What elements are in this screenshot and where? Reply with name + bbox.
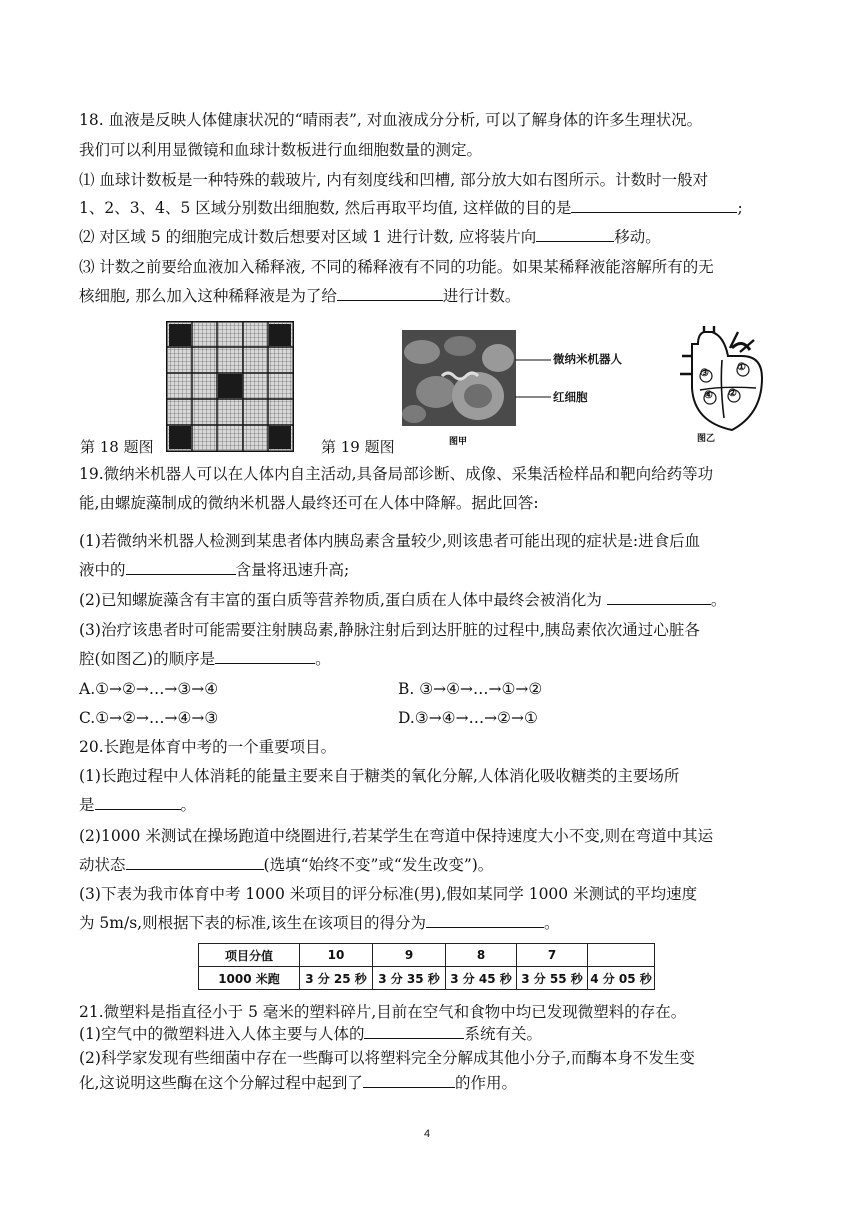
heart-mark-4: ④ — [704, 390, 713, 401]
answer-blank-20-3[interactable] — [426, 913, 544, 928]
q19-line-4-text: 液中的 — [79, 561, 126, 579]
q18-line-3: ⑴ 血球计数板是一种特殊的载玻片, 内有刻度线和凹槽, 部分放大如右图所示。计数时一般对 — [79, 171, 709, 189]
option-a[interactable]: A.①→②→…→③→④ — [79, 680, 219, 698]
table-cell: 4 分 05 秒 — [588, 967, 655, 990]
label-red-blood-cell: 红细胞 — [553, 390, 588, 404]
answer-blank-18-2[interactable] — [536, 227, 614, 242]
heart-diagram — [670, 326, 770, 436]
q18-line-5-end: 移动。 — [614, 228, 661, 246]
heart-mark-3: ③ — [700, 368, 709, 379]
q18-line-1: 18. 血液是反映人体健康状况的“晴雨表”, 对血液成分分析, 可以了解身体的许多生理状况。 — [79, 111, 703, 129]
q18-line-4-end: ; — [737, 199, 743, 217]
table-cell: 3 分 25 秒 — [300, 967, 373, 990]
label-figure-yi: 图乙 — [697, 434, 716, 444]
heart-mark-2: ② — [728, 388, 737, 399]
q19-line-3: (1)若微纳米机器人检测到某患者体内胰岛素含量较少,则该患者可能出现的症状是:进食后血 — [79, 532, 701, 550]
option-d[interactable]: D.③→④→…→②→① — [398, 709, 538, 727]
table-row — [199, 967, 655, 990]
q18-line-7 — [79, 286, 520, 306]
q19-line-5-text: (2)已知螺旋藻含有丰富的蛋白质等营养物质,蛋白质在人体中最终会被消化为 — [79, 591, 602, 609]
q20-line-3-text: 是 — [79, 796, 95, 814]
q20-line-5-text: 动状态 — [79, 856, 126, 874]
q21-line-2-text: (1)空气中的微塑料进入人体主要与人体的 — [79, 1025, 365, 1043]
q21-line-2 — [79, 1024, 542, 1044]
table-cell — [588, 944, 655, 967]
q20-line-7-text: 为 5m/s,则根据下表的标准,该生在该项目的得分为 — [79, 914, 427, 932]
q18-line-4-text: 1、2、3、4、5 区域分别数出细胞数, 然后再取平均值, 这样做的目的是 — [79, 199, 572, 217]
table-cell: 10 — [300, 944, 373, 967]
heart-mark-1: ① — [737, 362, 746, 373]
counting-chamber-figure — [166, 321, 294, 452]
answer-blank-21-2[interactable] — [363, 1073, 455, 1088]
scoring-table — [198, 943, 655, 990]
q21-line-4-end: 的作用。 — [454, 1074, 517, 1092]
q18-line-5 — [79, 227, 661, 247]
table-cell: 3 分 55 秒 — [517, 967, 588, 990]
fig19-caption: 第 19 题图 — [321, 438, 395, 456]
table-header-row — [199, 944, 655, 967]
option-b[interactable]: B. ③→④→…→①→② — [398, 680, 543, 698]
q21-line-4 — [79, 1073, 517, 1093]
q19-line-7-text: 腔(如图乙)的顺序是 — [79, 650, 216, 668]
answer-blank-20-1[interactable] — [95, 795, 181, 810]
table-cell: 3 分 45 秒 — [446, 967, 517, 990]
q20-line-5-end: (选填“始终不变”或“发生改变”)。 — [263, 856, 494, 874]
fig18-caption: 第 18 题图 — [80, 438, 154, 456]
q20-line-5 — [79, 855, 493, 875]
micro-robot-photo — [402, 330, 516, 426]
q18-line-7-end: 进行计数。 — [442, 287, 521, 305]
q19-line-1: 19.微纳米机器人可以在人体内自主活动,具备局部诊断、成像、采集活检样品和靶向给药等功 — [79, 465, 714, 483]
table-cell: 项目分值 — [199, 944, 300, 967]
q19-line-7 — [79, 649, 331, 669]
table-cell: 3 分 35 秒 — [373, 967, 446, 990]
option-c[interactable]: C.①→②→…→④→③ — [79, 709, 219, 727]
table-cell: 9 — [373, 944, 446, 967]
q18-line-4 — [79, 198, 743, 218]
q18-line-7-text: 核细胞, 那么加入这种稀释液是为了给 — [79, 287, 337, 305]
answer-blank-21-1[interactable] — [364, 1024, 464, 1039]
q18-line-5-text: ⑵ 对区域 5 的细胞完成计数后想要对区域 1 进行计数, 应将装片向 — [79, 228, 537, 246]
q20-line-4: (2)1000 米测试在操场跑道中绕圈进行,若某学生在弯道中保持速度大小不变,则在弯道中其运 — [79, 827, 714, 845]
q20-line-1: 20.长跑是体育中考的一个重要项目。 — [79, 738, 337, 756]
q21-line-2-end: 系统有关。 — [464, 1025, 542, 1043]
answer-blank-20-2[interactable] — [126, 855, 264, 870]
label-micro-robot: 微纳米机器人 — [553, 352, 622, 366]
table-cell: 1000 米跑 — [199, 967, 300, 990]
q21-line-3: (2)科学家发现有些细菌中存在一些酶可以将塑料完全分解成其他小分子,而酶本身不发生变 — [79, 1049, 695, 1067]
answer-blank-18-1[interactable] — [571, 198, 737, 213]
q20-line-6: (3)下表为我市体育中考 1000 米项目的评分标准(男),假如某同学 1000 米测试的平均速度 — [79, 885, 698, 903]
answer-blank-19-3[interactable] — [215, 649, 315, 664]
q19-line-4-end: 含量将迅速升高; — [235, 561, 350, 579]
answer-blank-19-1[interactable] — [126, 560, 236, 575]
q20-line-2: (1)长跑过程中人体消耗的能量主要来自于糖类的氧化分解,人体消化吸收糖类的主要场所 — [79, 767, 680, 785]
q18-line-2: 我们可以利用显微镜和血球计数板进行血细胞数量的测定。 — [79, 141, 483, 159]
q19-line-4 — [79, 560, 349, 580]
q20-line-7 — [79, 913, 560, 933]
label-figure-jia: 图甲 — [449, 437, 468, 447]
answer-blank-18-3[interactable] — [337, 286, 443, 301]
page-number: 4 — [424, 1128, 431, 1140]
q19-line-7-end: 。 — [315, 650, 331, 668]
q20-line-3 — [79, 795, 196, 815]
table-cell: 8 — [446, 944, 517, 967]
q19-line-6: (3)治疗该患者时可能需要注射胰岛素,静脉注射后到达肝脏的过程中,胰岛素依次通过心脏各 — [79, 621, 700, 639]
q19-line-2: 能,由螺旋藻制成的微纳米机器人最终还可在人体中降解。据此回答: — [79, 494, 539, 512]
q20-line-7-end: 。 — [544, 914, 560, 932]
q21-line-4-text: 化,这说明这些酶在这个分解过程中起到了 — [79, 1074, 363, 1092]
table-cell: 7 — [517, 944, 588, 967]
pointer-lines — [515, 352, 551, 412]
answer-blank-19-2[interactable] — [607, 590, 711, 605]
q20-line-3-end: 。 — [180, 796, 197, 814]
q21-line-1: 21.微塑料是指直径小于 5 毫米的塑料碎片,目前在空气和食物中均已发现微塑料的存在。 — [79, 1003, 687, 1021]
q19-line-5-end: 。 — [710, 591, 727, 609]
q19-line-5 — [79, 590, 726, 610]
q18-line-6: ⑶ 计数之前要给血液加入稀释液, 不同的稀释液有不同的功能。如果某稀释液能溶解所有的无 — [79, 258, 714, 276]
